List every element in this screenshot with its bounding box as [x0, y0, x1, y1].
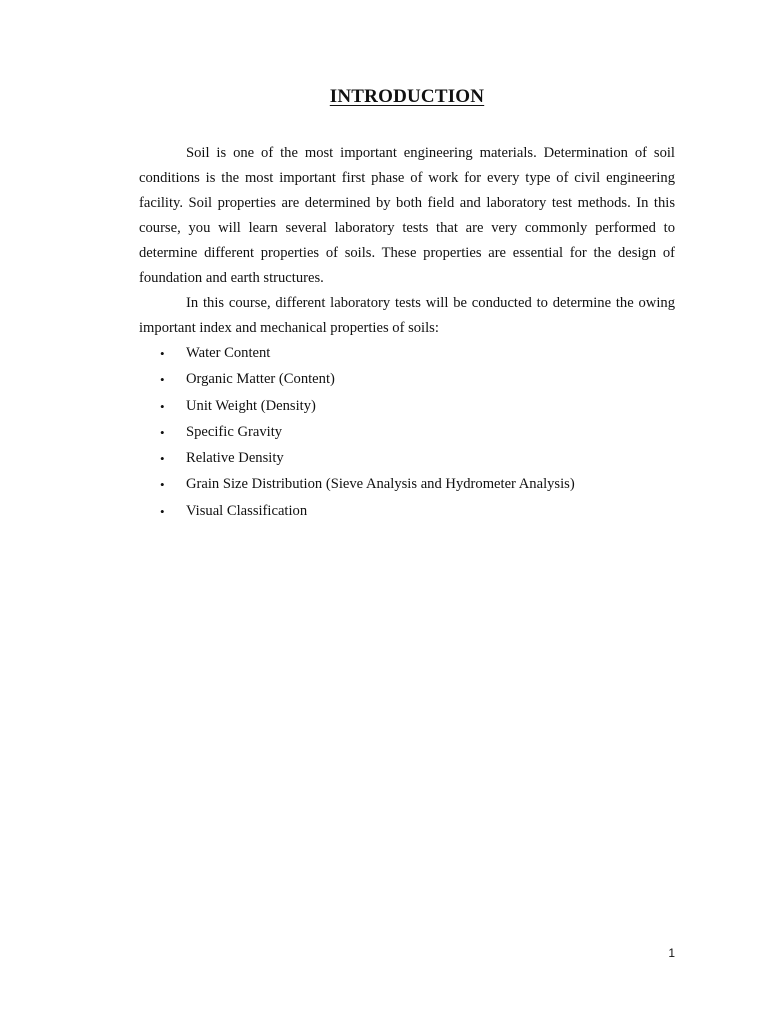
- list-item: [139, 420, 675, 446]
- bullet-icon: •: [160, 477, 165, 493]
- bullet-icon: •: [160, 372, 165, 388]
- body-text: [139, 141, 675, 525]
- list-item-text: Organic Matter (Content): [186, 371, 335, 388]
- list-item-text: Grain Size Distribution (Sieve Analysis and Hydrometer Analysis): [186, 476, 575, 493]
- list-item-text: Water Content: [186, 345, 271, 361]
- list-item: [139, 367, 675, 393]
- bullet-icon: •: [160, 424, 165, 440]
- list-item-text: Relative Density: [186, 450, 284, 467]
- list-item: [139, 394, 675, 420]
- list-item: [139, 341, 675, 367]
- paragraph-tests: In this course, different laboratory tests will be conducted to determine the owing important index and mechanical properties of soils:: [139, 295, 675, 336]
- properties-list: [139, 341, 675, 525]
- page-number: 1: [668, 946, 675, 960]
- bullet-icon: •: [160, 346, 165, 361]
- list-item: [139, 472, 675, 498]
- bullet-icon: •: [160, 503, 165, 519]
- list-item-text: Visual Classification: [186, 502, 308, 519]
- bullet-icon: •: [160, 451, 165, 467]
- list-item: [139, 499, 675, 525]
- list-item: [139, 446, 675, 472]
- list-item-text: Unit Weight (Density): [186, 397, 316, 414]
- bullet-icon: •: [160, 398, 165, 414]
- list-item-text: Specific Gravity: [186, 423, 283, 440]
- paragraph-intro: Soil is one of the most important engineering materials. Determination of soil conditions is the most important first phase of work for every type of civil engineering facility. Soil properties are determined by both field and laboratory test methods. In this course, you will learn several laboratory tests that are very commonly performed to determine different properties of soils. These properties are essential for the design of foundation and earth structures.: [139, 145, 675, 286]
- page-title: INTRODUCTION: [329, 86, 485, 107]
